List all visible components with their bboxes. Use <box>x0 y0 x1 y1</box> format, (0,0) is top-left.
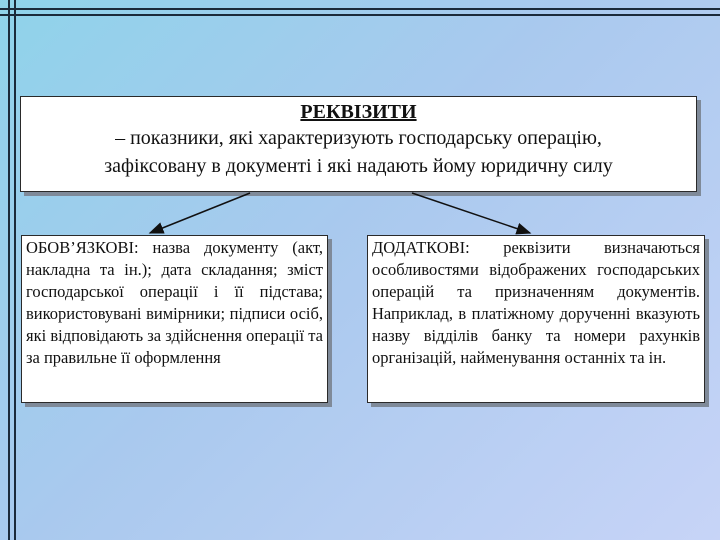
optional-body: реквізити визначаються особливостями відображених господарських операцій та призначенням документів. Наприклад, в платіжному дорученні вказують назву відділів банку та номери рахунків організацій, найменування останніх та ін. <box>372 238 700 367</box>
mandatory-box <box>21 235 328 403</box>
frame-line-left-inner <box>14 0 16 540</box>
mandatory-heading: ОБОВ’ЯЗКОВІ: <box>26 238 139 257</box>
frame-line-top-inner <box>0 14 720 16</box>
arrow-left <box>150 193 250 233</box>
optional-text <box>372 237 700 369</box>
frame-line-left <box>8 0 10 540</box>
heading: РЕКВІЗИТИ <box>300 101 417 123</box>
optional-heading: ДОДАТКОВІ: <box>372 238 470 257</box>
frame-line-top <box>0 8 720 10</box>
optional-box <box>367 235 705 403</box>
mandatory-body: назва документу (акт, накладна та ін.); дата складання; зміст господарської операції і її підстава; використовувані вимірники; підписи осіб, які відповідають за здійснення операції та за правильне її оформлення <box>26 238 323 367</box>
definition-line-2: зафіксовану в документі і які надають йому юридичну силу <box>104 155 613 177</box>
definition-box <box>20 96 697 192</box>
definition-line-1: – показники, які характеризують господарську операцію, <box>115 127 602 149</box>
arrow-right <box>412 193 530 233</box>
mandatory-text <box>26 237 323 369</box>
